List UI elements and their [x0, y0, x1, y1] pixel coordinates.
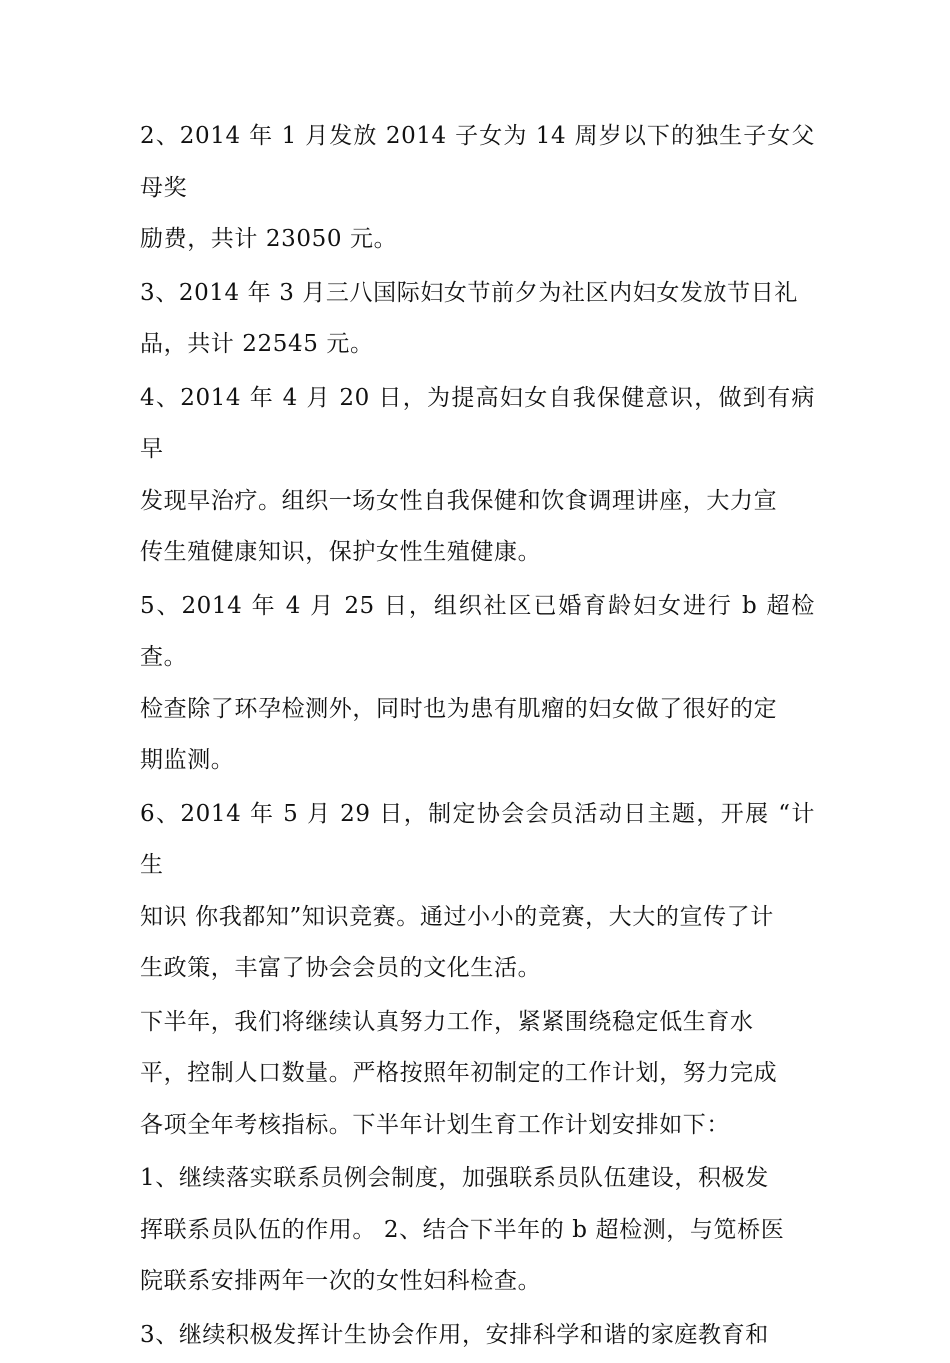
text-line: 下半年，我们将继续认真努力工作，紧紧围绕稳定低生育水	[140, 1008, 754, 1035]
text-line: 期监测。	[140, 747, 235, 773]
text-line: 各项全年考核指标。下半年计划生育工作计划安排如下：	[140, 1111, 730, 1138]
text-line: 传生殖健康知识，保护女性生殖健康。	[140, 539, 542, 565]
paragraph-item-2-reward	[140, 111, 815, 266]
text-line: 6、2014 年 5 月 29 日，制定协会会员活动日主题，开展 “计生	[140, 800, 815, 878]
text-line: 挥联系员队伍的作用。 2、结合下半年的 b 超检测，与笕桥医	[140, 1216, 785, 1243]
paragraph-second-half-plan	[140, 997, 815, 1152]
text-line: 励费，共计 23050 元。	[140, 226, 398, 252]
paragraph-item-3-womens-day	[140, 268, 815, 371]
text-line: 发现早治疗。组织一场女性自我保健和饮食调理讲座，大力宣	[140, 487, 778, 514]
text-line: 2、2014 年 1 月发放 2014 子女为 14 周岁以下的独生子女父母奖	[140, 123, 815, 201]
text-line: 品，共计 22545 元。	[140, 331, 374, 357]
text-line: 平，控制人口数量。严格按照年初制定的工作计划，努力完成	[140, 1060, 778, 1086]
document-page	[140, 111, 815, 1363]
text-line: 院联系安排两年一次的女性妇科检查。	[140, 1268, 542, 1294]
text-line: 1、继续落实联系员例会制度，加强联系员队伍建设，积极发	[140, 1165, 769, 1191]
text-line: 检查除了环孕检测外，同时也为患有肌瘤的妇女做了很好的定	[140, 695, 778, 722]
text-line: 知识 你我都知”知识竞赛。通过小小的竞赛，大大的宣传了计	[140, 903, 774, 930]
paragraph-item-4-health-lecture	[140, 373, 815, 579]
paragraph-plan-item-3	[140, 1310, 815, 1362]
text-line: 3、继续积极发挥计生协会作用，安排科学和谐的家庭教育和	[140, 1321, 769, 1348]
paragraph-item-5-ultrasound-check	[140, 581, 815, 787]
paragraph-plan-item-1-2	[140, 1153, 815, 1308]
text-line: 3、2014 年 3 月三八国际妇女节前夕为社区内妇女发放节日礼	[140, 279, 798, 306]
text-line: 4、2014 年 4 月 20 日，为提高妇女自我保健意识，做到有病早	[140, 384, 815, 462]
text-line: 5、2014 年 4 月 25 日，组织社区已婚育龄妇女进行 b 超检查。	[140, 592, 815, 670]
text-line: 生政策，丰富了协会会员的文化生活。	[140, 955, 542, 981]
paragraph-item-6-knowledge-contest	[140, 789, 815, 995]
